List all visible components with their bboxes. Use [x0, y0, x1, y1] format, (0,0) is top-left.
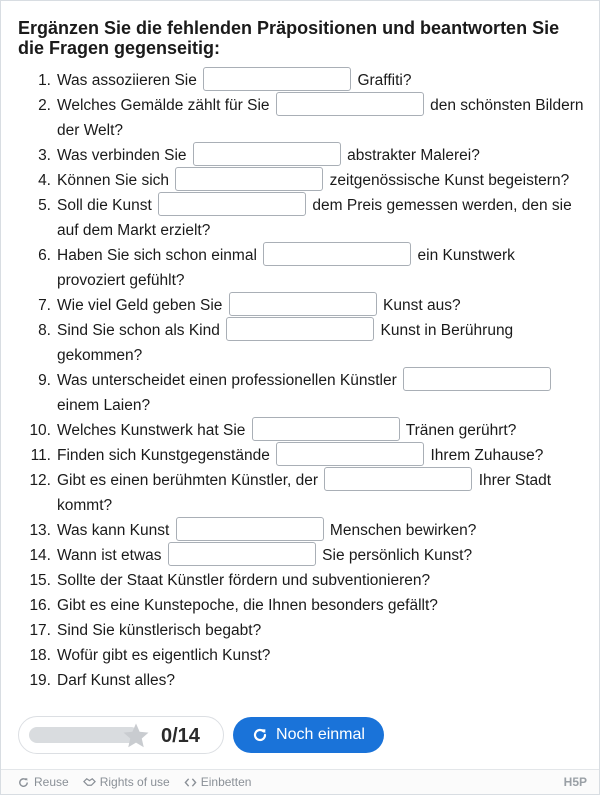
question-text [57, 243, 584, 293]
question-item [18, 643, 584, 668]
retry-icon [252, 727, 268, 743]
question-text-after: Graffiti? [357, 72, 412, 89]
score-text: 0/14 [161, 725, 200, 747]
question-item [18, 293, 584, 318]
reuse-link[interactable] [17, 775, 69, 789]
question-text-after: Kunst aus? [383, 297, 461, 314]
answer-input[interactable] [403, 367, 551, 391]
question-number: 4. [38, 172, 51, 189]
question-number: 7. [38, 297, 51, 314]
question-number: 1. [38, 72, 51, 89]
question-text [57, 543, 584, 568]
question-text-before: Wann ist etwas [57, 547, 162, 564]
question-number: 11. [30, 447, 51, 464]
question-text-before: Wofür gibt es eigentlich Kunst? [57, 647, 271, 664]
question-number: 16. [29, 597, 51, 614]
question-number: 19. [29, 672, 51, 689]
question-text-before: Gibt es eine Kunstepoche, die Ihnen besonders gefällt? [57, 597, 438, 614]
answer-input[interactable] [276, 92, 424, 116]
question-text-before: Soll die Kunst [57, 197, 152, 214]
question-item [18, 318, 584, 368]
question-text-before: Welches Kunstwerk hat Sie [57, 422, 246, 439]
question-text [57, 643, 584, 668]
retry-button[interactable] [233, 717, 384, 753]
embed-link[interactable] [184, 775, 252, 789]
question-text-before: Können Sie sich [57, 172, 170, 189]
question-text-before: Sollte der Staat Künstler fördern und subventionieren? [57, 572, 431, 589]
code-icon [184, 776, 197, 789]
question-text-after: Sie persönlich Kunst? [322, 547, 473, 564]
question-number: 14. [29, 547, 51, 564]
question-text-after: Tränen gerührt? [405, 422, 517, 439]
question-item [18, 368, 584, 418]
question-text-before: Gibt es einen berühmten Künstler, der [57, 472, 319, 489]
question-number: 15. [29, 572, 51, 589]
reuse-label: Reuse [34, 775, 69, 789]
question-text-before: Was assoziieren Sie [57, 72, 197, 89]
answer-input[interactable] [168, 542, 316, 566]
question-number: 10. [29, 422, 51, 439]
question-text-before: Finden sich Kunstgegenstände [57, 447, 270, 464]
question-number: 8. [38, 322, 51, 339]
question-item [18, 168, 584, 193]
answer-input[interactable] [276, 442, 424, 466]
question-number: 18. [29, 647, 51, 664]
question-text [57, 668, 584, 693]
question-text-before: Sind Sie künstlerisch begabt? [57, 622, 262, 639]
exercise-content [18, 18, 584, 693]
question-item [18, 193, 584, 243]
question-item [18, 468, 584, 518]
question-text [57, 143, 584, 168]
question-number: 13. [29, 522, 51, 539]
question-text [57, 443, 584, 468]
question-item [18, 518, 584, 543]
reuse-icon [17, 776, 30, 789]
question-text [57, 568, 584, 593]
answer-input[interactable] [324, 467, 472, 491]
question-text-after: ein Kunstwerk provoziert gefühlt? [57, 247, 515, 289]
question-text-before: Darf Kunst alles? [57, 672, 176, 689]
star-icon [121, 721, 151, 751]
exercise-title: Ergänzen Sie die fehlenden Präpositionen und beantworten Sie die Fragen gegenseitig: [18, 18, 560, 58]
question-item [18, 143, 584, 168]
question-text-after: Ihrem Zuhause? [430, 447, 544, 464]
question-item [18, 68, 584, 93]
question-item [18, 568, 584, 593]
question-text-before: Sind Sie schon als Kind [57, 322, 220, 339]
question-text-after: dem Preis gemessen werden, den sie auf dem Markt erzielt? [57, 197, 572, 239]
question-text-after: den schönsten Bildern der Welt? [57, 97, 584, 139]
answer-input[interactable] [193, 142, 341, 166]
answer-input[interactable] [229, 292, 377, 316]
question-item [18, 443, 584, 468]
question-text-before: Was unterscheidet einen professionellen Künstler [57, 372, 397, 389]
rights-of-use-link[interactable] [83, 775, 170, 789]
question-text [57, 293, 584, 318]
question-item [18, 593, 584, 618]
question-text-before: Welches Gemälde zählt für Sie [57, 97, 270, 114]
result-bar [18, 716, 584, 754]
question-number: 9. [38, 372, 51, 389]
question-text [57, 368, 584, 418]
answer-input[interactable] [203, 67, 351, 91]
retry-label: Noch einmal [276, 726, 365, 743]
question-text-after: Kunst in Berührung gekommen? [57, 322, 514, 364]
question-text-before: Was verbinden Sie [57, 147, 187, 164]
question-number: 5. [38, 197, 51, 214]
question-text [57, 468, 584, 518]
answer-input[interactable] [175, 167, 323, 191]
handshake-icon [83, 776, 96, 789]
question-text [57, 618, 584, 643]
answer-input[interactable] [226, 317, 374, 341]
question-text-after: zeitgenössische Kunst begeistern? [329, 172, 570, 189]
question-text [57, 593, 584, 618]
question-text-after: abstrakter Malerei? [347, 147, 480, 164]
question-text-before: Wie viel Geld geben Sie [57, 297, 223, 314]
h5p-logo: H5P [563, 775, 587, 789]
question-text-before: Haben Sie sich schon einmal [57, 247, 257, 264]
question-item [18, 543, 584, 568]
embed-label: Einbetten [200, 775, 252, 789]
question-text [57, 518, 584, 543]
question-text-after: einem Laien? [57, 397, 151, 414]
question-item [18, 668, 584, 693]
question-number: 17. [29, 622, 51, 639]
question-list [18, 68, 584, 693]
score-display [18, 716, 224, 754]
question-text [57, 168, 584, 193]
question-number: 3. [38, 147, 51, 164]
question-item [18, 618, 584, 643]
question-text-after: Menschen bewirken? [329, 522, 477, 539]
question-text-after: Ihrer Stadt kommt? [57, 472, 552, 514]
answer-input[interactable] [263, 242, 411, 266]
question-text [57, 318, 584, 368]
h5p-actions-bar [1, 769, 599, 794]
question-text-before: Was kann Kunst [57, 522, 170, 539]
question-number: 2. [38, 97, 51, 114]
question-number: 6. [38, 247, 51, 264]
question-number: 12. [29, 472, 51, 489]
question-item [18, 243, 584, 293]
question-text [57, 93, 584, 143]
question-item [18, 418, 584, 443]
answer-input[interactable] [176, 517, 324, 541]
answer-input[interactable] [158, 192, 306, 216]
question-text [57, 193, 584, 243]
answer-input[interactable] [252, 417, 400, 441]
rights-of-use-label: Rights of use [99, 775, 170, 789]
question-text [57, 418, 584, 443]
question-item [18, 93, 584, 143]
question-text [57, 68, 584, 93]
